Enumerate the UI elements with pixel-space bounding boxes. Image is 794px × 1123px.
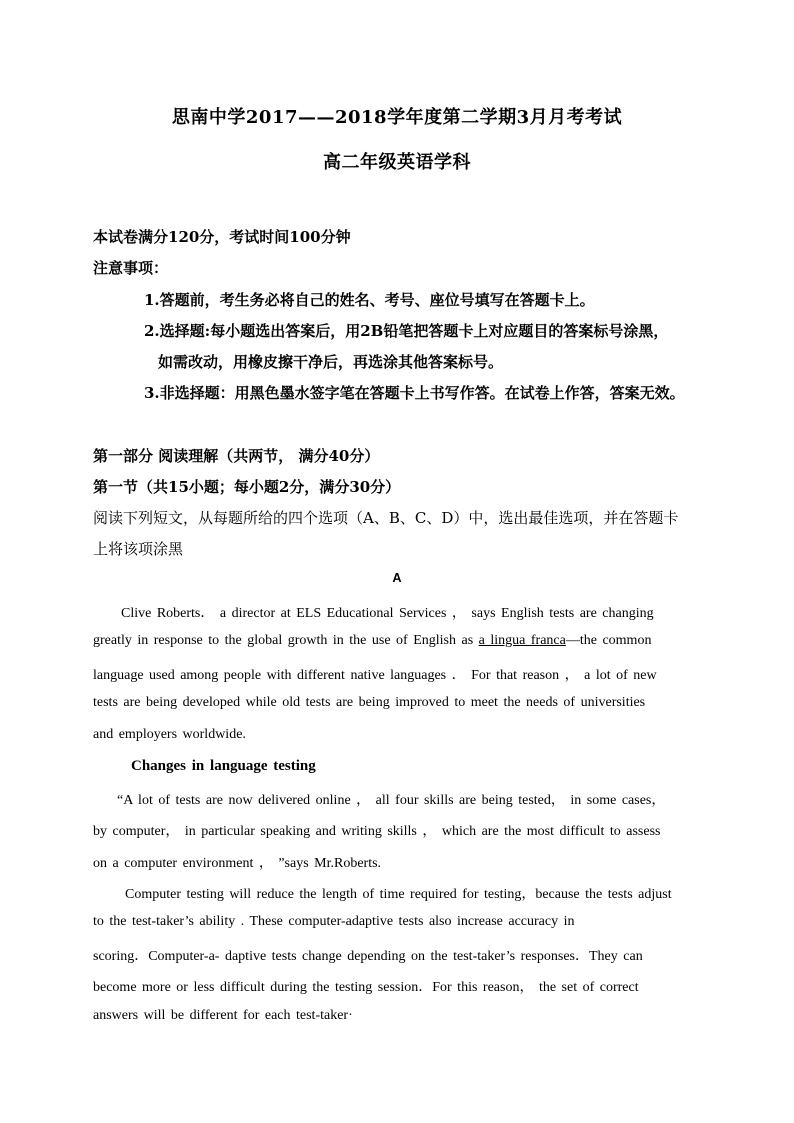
passage-p2-line-3: on a computer environment ， ”says Mr.Roberts. bbox=[93, 856, 382, 871]
passage-p1-line-3: language used among people with different native languages ． For that reason ， a lot of new bbox=[93, 668, 657, 683]
passage-p3-line-3: scoring．Computer-a- daptive tests change depending on the test-taker’s responses．They can bbox=[93, 949, 643, 964]
exam-title: 思南中学2017——2018学年度第二学期3月月考考试 bbox=[171, 107, 623, 128]
section1-heading: 第一节（共15小题；每小题2分，满分30分） bbox=[93, 478, 401, 496]
passage-p1-line-2-end: —the common bbox=[565, 633, 652, 648]
passage-p1-line-2-start: greatly in response to the global growth in the use of English as bbox=[93, 633, 474, 648]
instructions-line-1: 阅读下列短文，从每题所给的四个选项（A、B、C、D）中，选出最佳选项，并在答题卡 bbox=[93, 509, 679, 527]
note-item-1: 1.答题前，考生务必将自己的姓名、考号、座位号填写在答题卡上。 bbox=[144, 291, 595, 309]
passage-p2-line-2: by computer， in particular speaking and writing skills ， which are the most difficult to assess bbox=[93, 824, 661, 839]
passage-p3-line-2: to the test-taker’s ability . These computer-adaptive tests also increase accuracy in bbox=[93, 914, 575, 929]
note-item-3: 3.非选择题：用黑色墨水签字笔在答题卡上书写作答。在试卷上作答，答案无效。 bbox=[144, 384, 685, 402]
instructions-line-2: 上将该项涂黑 bbox=[93, 540, 184, 558]
passage-p2-line-1: “A lot of tests are now delivered online ， all four skills are being tested， in some cases， bbox=[117, 793, 666, 808]
note-item-2-continued: 如需改动，用橡皮擦干净后，再选涂其他答案标号。 bbox=[158, 353, 504, 371]
lingua-franca-term: a lingua franca bbox=[478, 633, 566, 648]
score-time-info: 本试卷满分120分，考试时间100分钟 bbox=[93, 228, 351, 246]
note-item-2: 2.选择题:每小题选出答案后，用2B铅笔把答题卡上对应题目的答案标号涂黑， bbox=[144, 322, 669, 340]
exam-subtitle: 高二年级英语学科 bbox=[323, 152, 471, 173]
passage-p1-line-2 bbox=[93, 633, 651, 649]
passage-label: A bbox=[392, 570, 402, 585]
passage-p3-line-5: answers will be different for each test-taker· bbox=[93, 1008, 353, 1023]
notes-title: 注意事项： bbox=[93, 259, 169, 277]
passage-p3-line-1: Computer testing will reduce the length of time required for testing，because the tests adjust bbox=[125, 887, 672, 902]
passage-subheading: Changes in language testing bbox=[131, 758, 316, 774]
passage-p3-line-4: become more or less difficult during the testing session．For this reason， the set of correct bbox=[93, 980, 639, 995]
part1-heading: 第一部分 阅读理解（共两节， 满分40分） bbox=[93, 447, 380, 465]
passage-p1-line-1: Clive Roberts． a director at ELS Educational Services ， says English tests are changing bbox=[121, 606, 654, 621]
passage-p1-line-4: tests are being developed while old tests are being improved to meet the needs of universities bbox=[93, 695, 646, 710]
passage-p1-line-5: and employers worldwide. bbox=[93, 727, 246, 742]
